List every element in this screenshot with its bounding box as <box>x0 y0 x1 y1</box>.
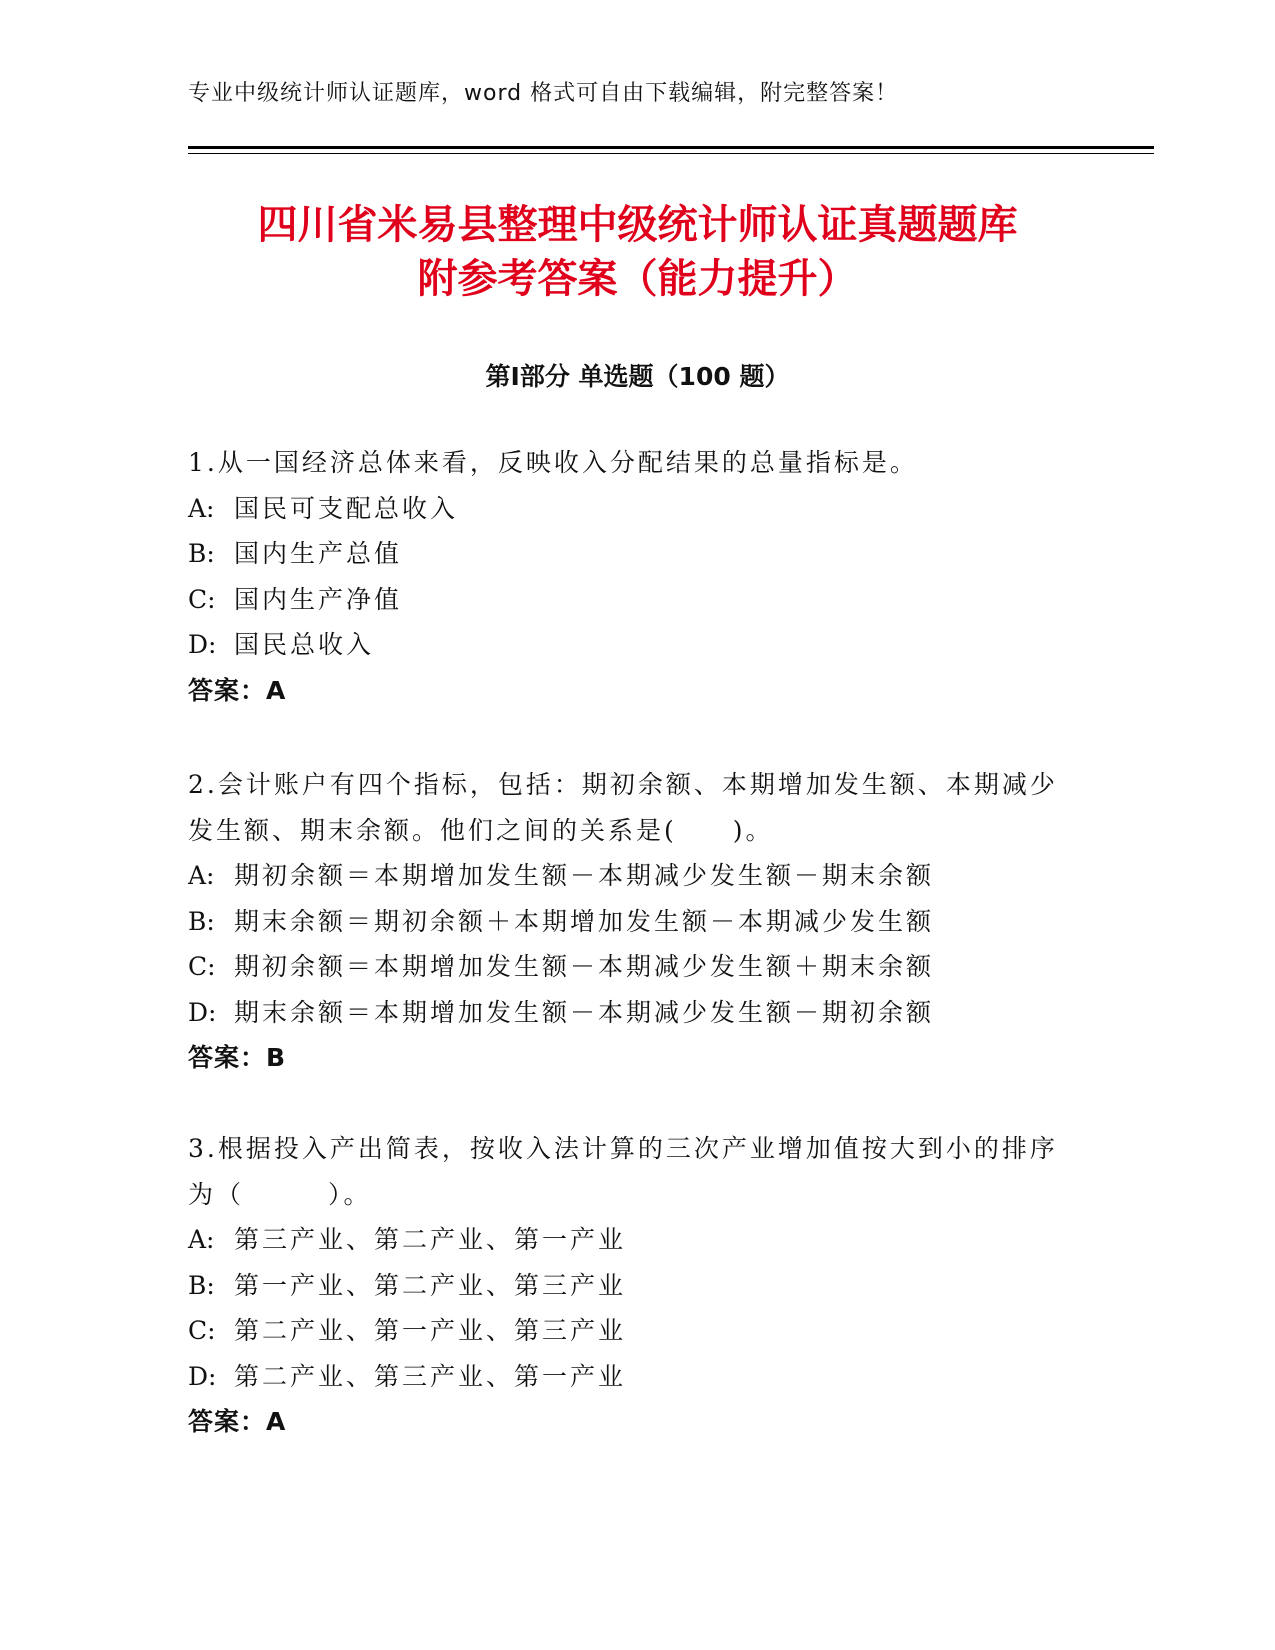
question-stem: 2.会计账户有四个指标，包括：期初余额、本期增加发生额、本期减少发生额、期末余额。他们之间的关系是( )。 <box>188 770 1058 845</box>
option-text: 期末余额＝期初余额＋本期增加发生额－本期减少发生额 <box>234 906 935 936</box>
option-letter: C: <box>188 1316 216 1345</box>
option-text: 国民总收入 <box>234 630 375 659</box>
option-text: 期初余额＝本期增加发生额－本期减少发生额＋期末余额 <box>234 952 935 981</box>
option-b <box>188 1263 1068 1309</box>
section-heading: 第Ⅰ部分 单选题（100 题） <box>485 362 790 391</box>
option-letter: A: <box>188 493 215 523</box>
document-title-line2: 附参考答案（能力提升） <box>417 256 858 302</box>
option-d <box>188 622 1068 668</box>
option-letter: D: <box>188 1361 217 1391</box>
option-text: 期初余额＝本期增加发生额－本期减少发生额－期末余额 <box>234 861 935 890</box>
option-b <box>188 531 1068 577</box>
document-title-line1: 四川省米易县整理中级统计师认证真题题库 <box>257 202 1018 248</box>
option-text: 第一产业、第二产业、第三产业 <box>234 1270 627 1300</box>
option-letter: A: <box>188 861 215 890</box>
header-rule-thin <box>188 153 1154 154</box>
option-c <box>188 944 1068 990</box>
answer: 答案：A <box>188 1407 287 1436</box>
option-letter: D: <box>188 997 217 1027</box>
option-text: 国内生产总值 <box>234 539 403 568</box>
document-title <box>160 198 1115 306</box>
option-text: 第二产业、第一产业、第三产业 <box>234 1316 627 1345</box>
option-text: 第二产业、第三产业、第一产业 <box>234 1361 627 1391</box>
option-text: 国内生产净值 <box>234 584 403 614</box>
header-note: 专业中级统计师认证题库，word 格式可自由下载编辑，附完整答案！ <box>188 81 899 106</box>
option-a <box>188 1217 1068 1263</box>
answer: 答案：A <box>188 675 287 705</box>
option-b <box>188 899 1068 945</box>
question-3 <box>188 1126 1068 1445</box>
option-d <box>188 1354 1068 1400</box>
option-letter: C: <box>188 952 216 981</box>
question-1 <box>188 440 1068 713</box>
question-2 <box>188 762 1068 1081</box>
option-d <box>188 990 1068 1036</box>
option-letter: C: <box>188 584 216 614</box>
option-letter: B: <box>188 539 215 568</box>
option-a <box>188 486 1068 532</box>
option-text: 第三产业、第二产业、第一产业 <box>234 1225 627 1254</box>
option-letter: A: <box>188 1225 215 1254</box>
option-c <box>188 1308 1068 1354</box>
option-letter: B: <box>188 906 215 936</box>
option-text: 国民可支配总收入 <box>234 493 459 523</box>
header-rule-thick <box>188 146 1154 149</box>
question-stem: 3.根据投入产出简表，按收入法计算的三次产业增加值按大到小的排序为（ ）。 <box>188 1134 1058 1209</box>
option-letter: D: <box>188 630 217 659</box>
answer: 答案：B <box>188 1043 287 1072</box>
option-letter: B: <box>188 1270 215 1300</box>
option-c <box>188 577 1068 623</box>
option-a <box>188 853 1068 899</box>
question-stem: 1.从一国经济总体来看，反映收入分配结果的总量指标是。 <box>188 448 918 477</box>
option-text: 期末余额＝本期增加发生额－本期减少发生额－期初余额 <box>234 997 935 1027</box>
